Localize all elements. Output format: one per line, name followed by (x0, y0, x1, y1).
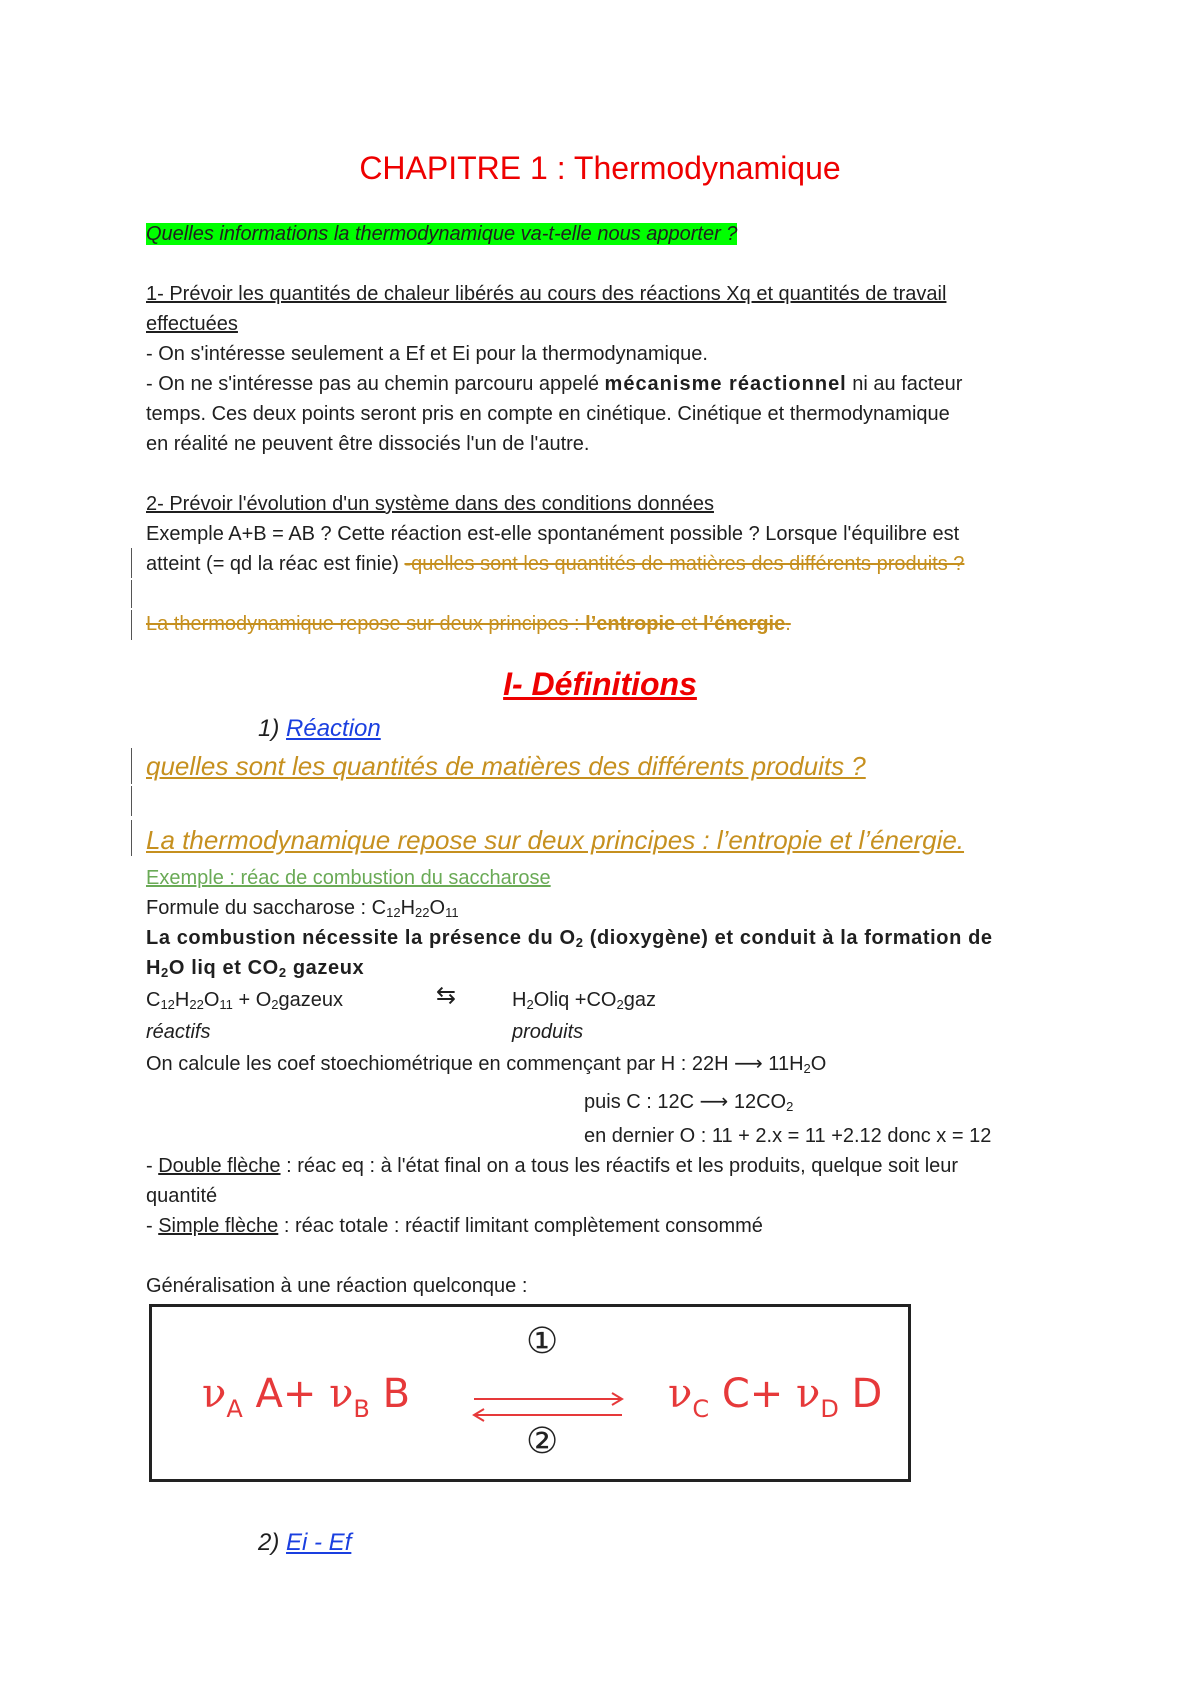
simple-fleche-text: : réac totale : réactif limitant complètement consommé (278, 1215, 763, 1237)
species-b: B (382, 1371, 411, 1417)
page-title: CHAPITRE 1 : Thermodynamique (359, 150, 841, 186)
equilibrium-arrows-icon (470, 1389, 626, 1425)
arrow-right-icon: ⟶ (734, 1053, 763, 1075)
double-arrow-line (146, 1154, 958, 1178)
equation-products (668, 1371, 882, 1423)
subscript: 2 (575, 935, 584, 950)
nu-symbol: ν (795, 1371, 821, 1417)
carbon-line (584, 1090, 793, 1114)
species-a: A (255, 1371, 283, 1417)
eq-text: Oliq +CO (533, 989, 617, 1011)
subscript: 11 (445, 905, 459, 920)
combustion-line2 (146, 956, 364, 980)
species-d: D (851, 1371, 883, 1417)
coef-text: On calcule les coef stoechiométrique en commençant par H : 22H (146, 1053, 735, 1075)
formula-text: Formule du saccharose : C (146, 897, 387, 919)
arrow-right-icon: ⟶ (699, 1091, 729, 1113)
inserted-text-2: La thermodynamique repose sur deux principes : l’entropie et l’énergie. (146, 825, 965, 855)
change-bar (131, 786, 132, 816)
eq-text: + O (232, 989, 272, 1011)
reaction-link[interactable]: Réaction (286, 715, 381, 742)
eq-text: H (174, 989, 190, 1011)
section1-bullet2-line3: en réalité ne peuvent être dissociés l'un de l'autre. (146, 433, 590, 455)
section1-bullet1: - On s'intéresse seulement a Ef et Ei pour la thermodynamique. (146, 343, 708, 365)
section1-heading-line2: effectuées (146, 313, 238, 335)
coef-text: 11H (762, 1053, 804, 1075)
eq-text: C (146, 989, 161, 1011)
subheading-number: 2) (258, 1529, 287, 1556)
eq-text: H (512, 989, 527, 1011)
eq-text: gazeux (278, 989, 343, 1011)
deleted-text-4: . (785, 613, 791, 635)
deleted-bold-entropie: l’entropie (585, 613, 676, 635)
section1-heading-line1: 1- Prévoir les quantités de chaleur libérés au cours des réactions Xq et quantités de travail (146, 283, 947, 305)
subheading-reaction (258, 714, 381, 744)
ei-ef-link[interactable]: Ei - Ef (286, 1529, 352, 1556)
subscript: 12 (160, 997, 175, 1012)
inserted-text-1: quelles sont les quantités de matières des différents produits ? (146, 751, 866, 781)
equation-reactants (202, 1371, 410, 1423)
equation-left (146, 988, 343, 1012)
combustion-text: La combustion nécessite la présence du O (146, 927, 576, 949)
label-reactifs: réactifs (146, 1021, 211, 1043)
simple-arrow-line (146, 1214, 763, 1238)
general-equation-box (149, 1304, 911, 1482)
bullet2-bold-term: mécanisme réactionnel (604, 373, 847, 395)
subheading-number: 1) (258, 715, 287, 742)
coef-line (146, 1052, 826, 1076)
bullet2-text-post: ni au facteur (846, 373, 963, 395)
section-heading-definitions: I- Définitions (503, 666, 697, 702)
coef-text: O (810, 1053, 827, 1075)
change-bar (131, 548, 132, 578)
section1-bullet2 (146, 372, 962, 396)
subscript: 2 (278, 965, 287, 980)
generalisation-line: Généralisation à une réaction quelconque : (146, 1275, 528, 1297)
subheading-ei-ef (258, 1528, 351, 1558)
step-1-icon: ① (526, 1321, 559, 1362)
subscript: 22 (415, 905, 430, 920)
equation-right (512, 988, 656, 1012)
subscript: 11 (219, 997, 233, 1012)
formula-text: H (400, 897, 416, 919)
deleted-text-3: et (675, 613, 703, 635)
change-bar (131, 748, 132, 784)
nu-symbol: ν (202, 1371, 227, 1417)
combustion-text: (dioxygène) et conduit à la formation de (583, 927, 993, 949)
deleted-text-1: -quelles sont les quantités de matières des différents produits ? (404, 553, 965, 575)
subscript: 2 (616, 997, 624, 1012)
coef-text: 12CO (728, 1091, 787, 1113)
section1-bullet2-line2: temps. Ces deux points seront pris en compte en cinétique. Cinétique et thermodynamique (146, 403, 950, 425)
oxygen-line: en dernier O : 11 + 2.x = 11 +2.12 donc x = 12 (584, 1125, 992, 1147)
section2-line3 (146, 612, 791, 636)
species-c: C (721, 1371, 750, 1417)
combustion-text: gazeux (286, 957, 365, 979)
formula-text: O (429, 897, 446, 919)
double-fleche-text: : réac eq : à l'état final on a tous les réactifs et les produits, quelque soit leur (280, 1155, 959, 1177)
formula-line (146, 896, 459, 920)
change-bar (131, 820, 132, 856)
eq-text: gaz (623, 989, 656, 1011)
change-bar (131, 610, 132, 640)
bullet-dash: - (146, 1155, 159, 1177)
subscript: 22 (189, 997, 204, 1012)
combustion-line1 (146, 926, 993, 950)
double-fleche-term: Double flèche (158, 1155, 281, 1177)
subscript: 2 (803, 1061, 811, 1076)
change-bar (131, 580, 132, 608)
label-produits: produits (512, 1021, 584, 1043)
deleted-text-2: La thermodynamique repose sur deux principes : (146, 613, 586, 635)
plus-sign: + (749, 1371, 784, 1417)
bullet2-text-pre: - On ne s'intéresse pas au chemin parcouru appelé (146, 373, 605, 395)
section2-line2 (146, 552, 964, 576)
highlighted-question: Quelles informations la thermodynamique va-t-elle nous apporter ? (146, 223, 738, 245)
subscript: 2 (786, 1099, 794, 1114)
subscript-c: C (692, 1395, 710, 1423)
question-line (146, 222, 737, 246)
subscript: 2 (161, 965, 169, 980)
double-arrow-line2: quantité (146, 1185, 218, 1207)
deleted-bold-energie: l’énergie (702, 613, 786, 635)
coef-text: puis C : 12C (584, 1091, 700, 1113)
eq-text: O (203, 989, 220, 1011)
plus-sign: + (282, 1371, 317, 1417)
section2-line2-text: atteint (= qd la réac est finie) (146, 553, 405, 575)
subscript-d: D (820, 1395, 839, 1423)
example-line (146, 866, 551, 890)
combustion-text: H (146, 957, 162, 979)
subscript: 2 (271, 997, 279, 1012)
simple-fleche-term: Simple flèche (158, 1215, 279, 1237)
nu-symbol: ν (668, 1371, 693, 1417)
subscript: 12 (386, 905, 401, 920)
combustion-text: O liq et CO (168, 957, 279, 979)
subscript-b: B (353, 1395, 370, 1423)
subscript-a: A (226, 1395, 243, 1423)
subscript: 2 (526, 997, 534, 1012)
double-arrow-icon: ⇆ (436, 982, 457, 1009)
nu-symbol: ν (329, 1371, 354, 1417)
section2-heading: 2- Prévoir l'évolution d'un système dans des conditions données (146, 493, 714, 515)
bullet-dash: - (146, 1215, 159, 1237)
step-2-icon: ② (526, 1421, 559, 1462)
example-link[interactable]: Exemple : réac de combustion du saccharose (146, 867, 551, 889)
section2-line1: Exemple A+B = AB ? Cette réaction est-elle spontanément possible ? Lorsque l'équilibre est (146, 523, 960, 545)
